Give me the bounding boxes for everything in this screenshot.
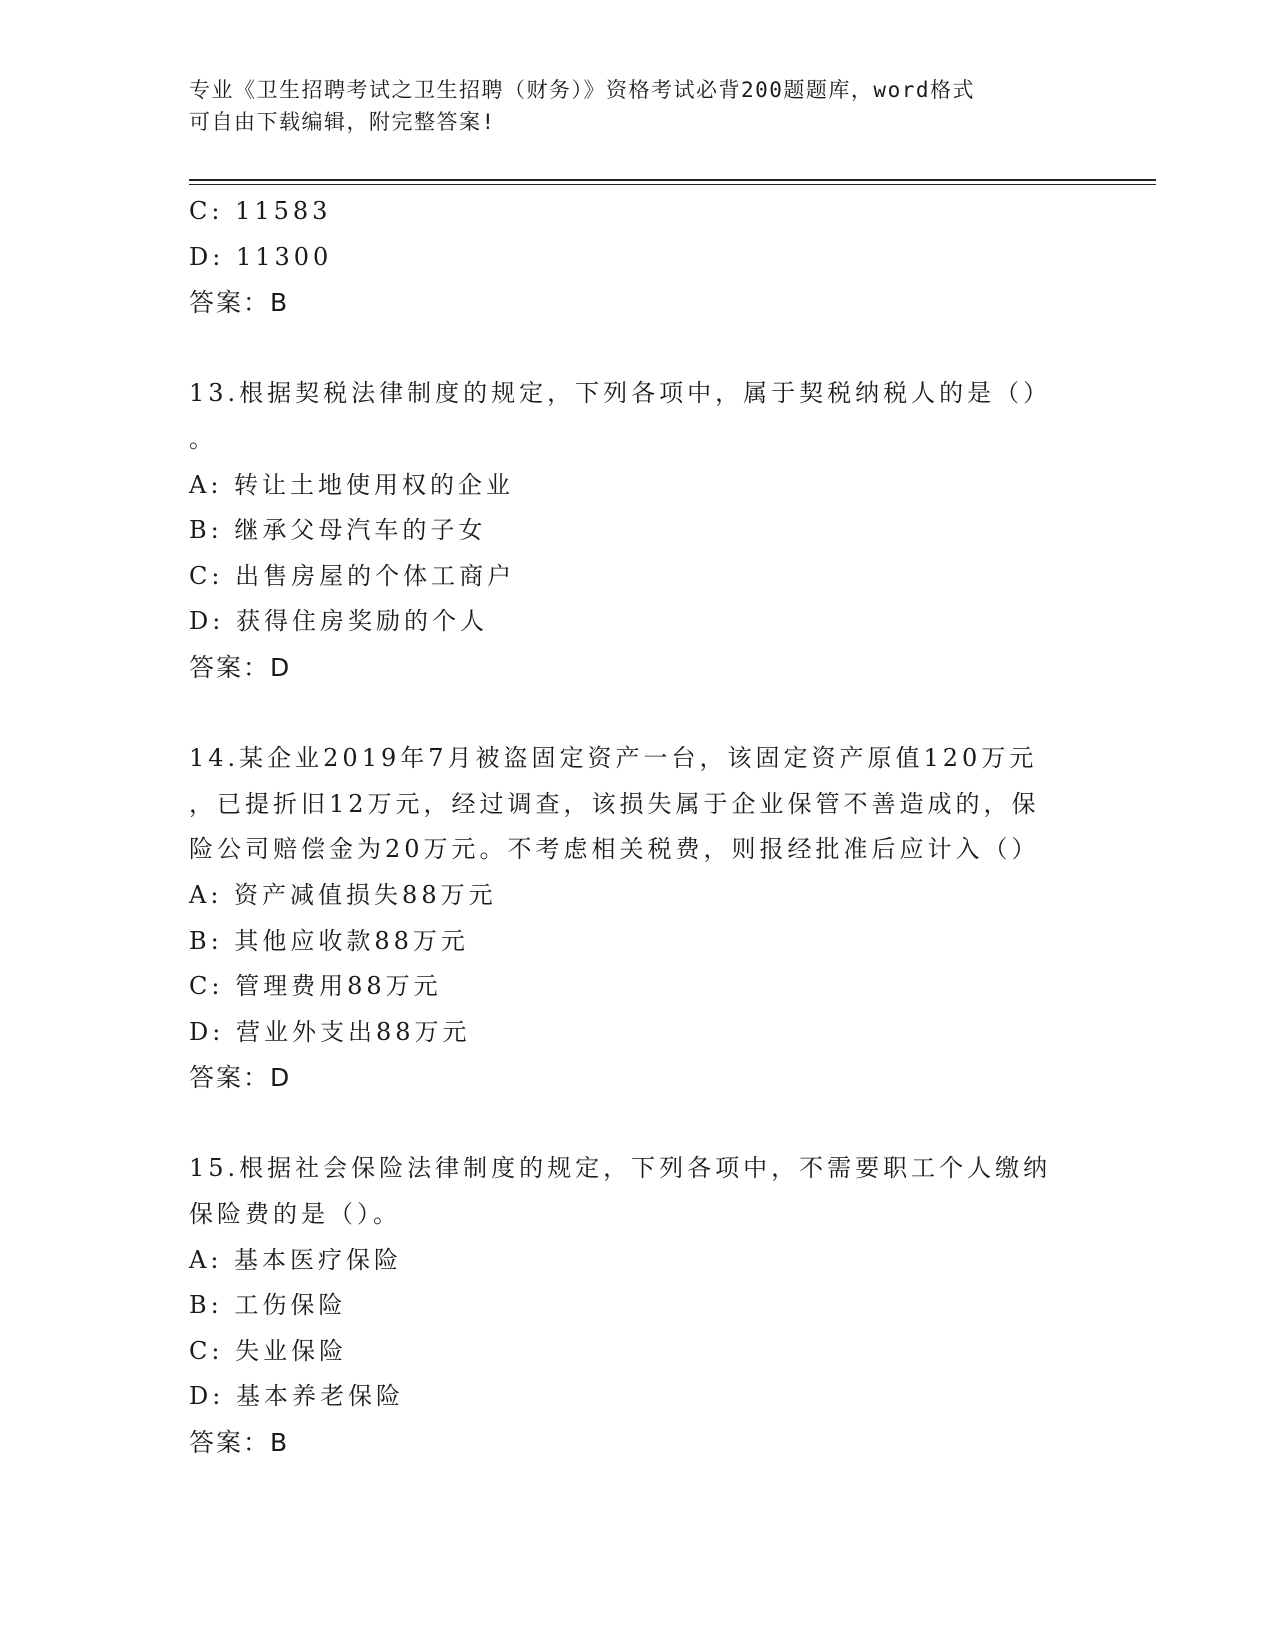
question-stem-line: 险公司赔偿金为20万元。不考虑相关税费，则报经批准后应计入（）: [189, 835, 1040, 864]
option-c: C: 出售房屋的个体工商户: [189, 561, 516, 590]
question-stem-line: ，已提折旧12万元，经过调查，该损失属于企业保管不善造成的，保: [189, 789, 1040, 818]
question-14: [189, 736, 1089, 1101]
question-stem-line: 。: [189, 424, 217, 453]
option-a: A: 资产减值损失88万元: [189, 880, 497, 909]
option-d: D: 获得住房奖励的个人: [189, 607, 488, 636]
option-d: D: 11300: [189, 242, 333, 271]
question-stem-line: 13.根据契税法律制度的规定，下列各项中，属于契税纳税人的是（）: [189, 379, 1052, 408]
option-a: A: 基本医疗保险: [189, 1245, 403, 1274]
spacer: [189, 691, 1089, 737]
header-divider-thick: [189, 179, 1156, 181]
spacer: [189, 1101, 1089, 1147]
answer: 答案：B: [189, 1428, 290, 1458]
option-d: D: 基本养老保险: [189, 1382, 404, 1411]
option-b: B: 继承父母汽车的子女: [189, 516, 487, 545]
question-stem-line: 14.某企业2019年7月被盗固定资产一台，该固定资产原值120万元: [189, 744, 1038, 773]
option-b: B: 其他应收款88万元: [189, 926, 469, 955]
answer: 答案：D: [189, 1063, 292, 1093]
header-line-2: 可自由下载编辑，附完整答案!: [189, 110, 496, 134]
spacer: [189, 326, 1089, 372]
question-13: [189, 371, 1089, 690]
document-header: [189, 74, 1089, 138]
option-c: C: 11583: [189, 197, 332, 225]
option-d: D: 营业外支出88万元: [189, 1017, 471, 1046]
question-15: [189, 1146, 1089, 1465]
question-stem-line: 保险费的是（）。: [189, 1200, 401, 1229]
question-content: [189, 189, 1089, 1466]
option-b: B: 工伤保险: [189, 1291, 347, 1320]
option-a: A: 转让土地使用权的企业: [189, 470, 515, 499]
answer: 答案：D: [189, 652, 292, 682]
question-stem-line: 15.根据社会保险法律制度的规定，下列各项中，不需要职工个人缴纳: [189, 1154, 1052, 1183]
prev-question-tail: [189, 189, 1089, 326]
header-divider-thin: [189, 184, 1156, 185]
option-c: C: 失业保险: [189, 1336, 348, 1365]
header-line-1: 专业《卫生招聘考试之卫生招聘（财务）》资格考试必背200题题库，word格式: [189, 78, 975, 102]
option-c: C: 管理费用88万元: [189, 972, 442, 1001]
answer: 答案：B: [189, 288, 290, 318]
